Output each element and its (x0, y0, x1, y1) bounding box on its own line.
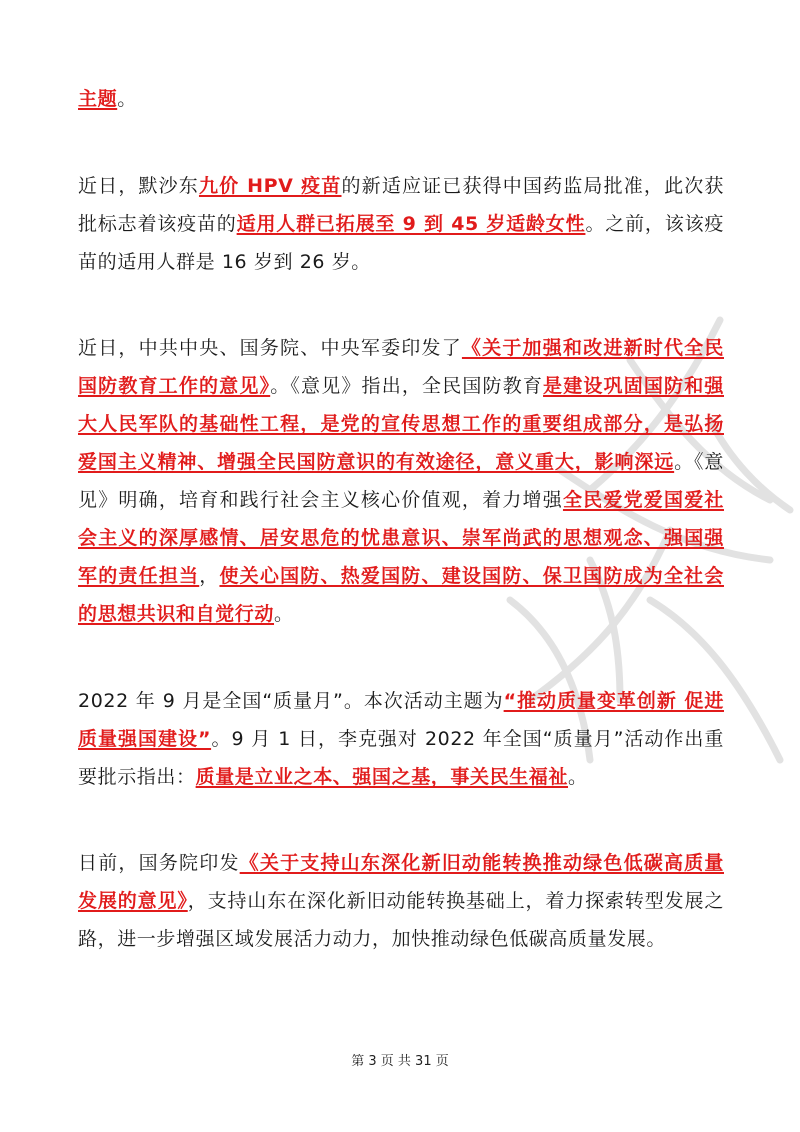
highlighted-text: 主题 (78, 88, 118, 110)
body-text: 2022 年 9 月是全国“质量月”。本次活动主题为 (78, 690, 504, 712)
paragraph-1 (78, 80, 724, 118)
body-text: 近日，中共中央、国务院、中央军委印发了 (78, 337, 462, 359)
highlighted-text: 《关于加强和改进新时代全民国防教育工作的意见》 (78, 337, 724, 397)
paragraph-4 (78, 682, 724, 796)
highlighted-text: 《关于支持山东深化新旧动能转换推动绿色低碳高质量发展的意见》 (78, 852, 724, 912)
body-text: 近日，默沙东 (78, 175, 199, 197)
highlighted-text: 适用人群已拓展至 9 到 45 岁适龄女性 (236, 213, 586, 235)
highlighted-text: 九价 HPV 疫苗 (198, 175, 342, 197)
body-text: 。 (568, 766, 588, 788)
highlighted-text: 质量是立业之本、强国之基，事关民生福祉 (195, 766, 569, 788)
document-body (78, 80, 724, 958)
body-text: 的新适应证已获得中国药监局批准，此次获批标志着该疫苗的 (78, 175, 724, 235)
page-number-footer: 第 3 页 共 31 页 (351, 1054, 449, 1069)
paragraph-2 (78, 167, 724, 281)
body-text: ，支持山东在深化新旧动能转换基础上，着力探索转型发展之路，进一步增强区域发展活力动力，加快推动绿色低碳高质量发展。 (78, 890, 724, 950)
body-text: 。《意见》指出，全民国防教育 (270, 375, 544, 397)
highlighted-text: 使关心国防、热爱国防、建设国防、保卫国防成为全社会的思想共识和自觉行动 (78, 565, 724, 625)
body-text: 日前，国务院印发 (78, 852, 240, 874)
body-text: 。《意见》明确，培育和践行社会主义核心价值观，着力增强 (78, 451, 724, 511)
body-text: 。 (274, 603, 294, 625)
highlighted-text: 是建设巩固国防和强大人民军队的基础性工程，是党的宣传思想工作的重要组成部分，是弘扬爱国主义精神、增强全民国防意识的有效途径，意义重大，影响深远 (78, 375, 724, 473)
highlighted-text: 全民爱党爱国爱社会主义的深厚感情、居安思危的忧患意识、崇军尚武的思想观念、强国强军的责任担当 (78, 489, 724, 587)
body-text: 。 (117, 88, 137, 110)
paragraph-3 (78, 329, 724, 633)
body-text: 。之前，该该疫苗的适用人群是 16 岁到 26 岁。 (78, 213, 724, 273)
body-text: ， (199, 565, 220, 587)
body-text: 。9 月 1 日，李克强对 2022 年全国“质量月”活动作出重要批示指出： (78, 728, 724, 788)
paragraph-5 (78, 844, 724, 958)
highlighted-text: “推动质量变革创新 促进质量强国建设” (78, 690, 724, 750)
